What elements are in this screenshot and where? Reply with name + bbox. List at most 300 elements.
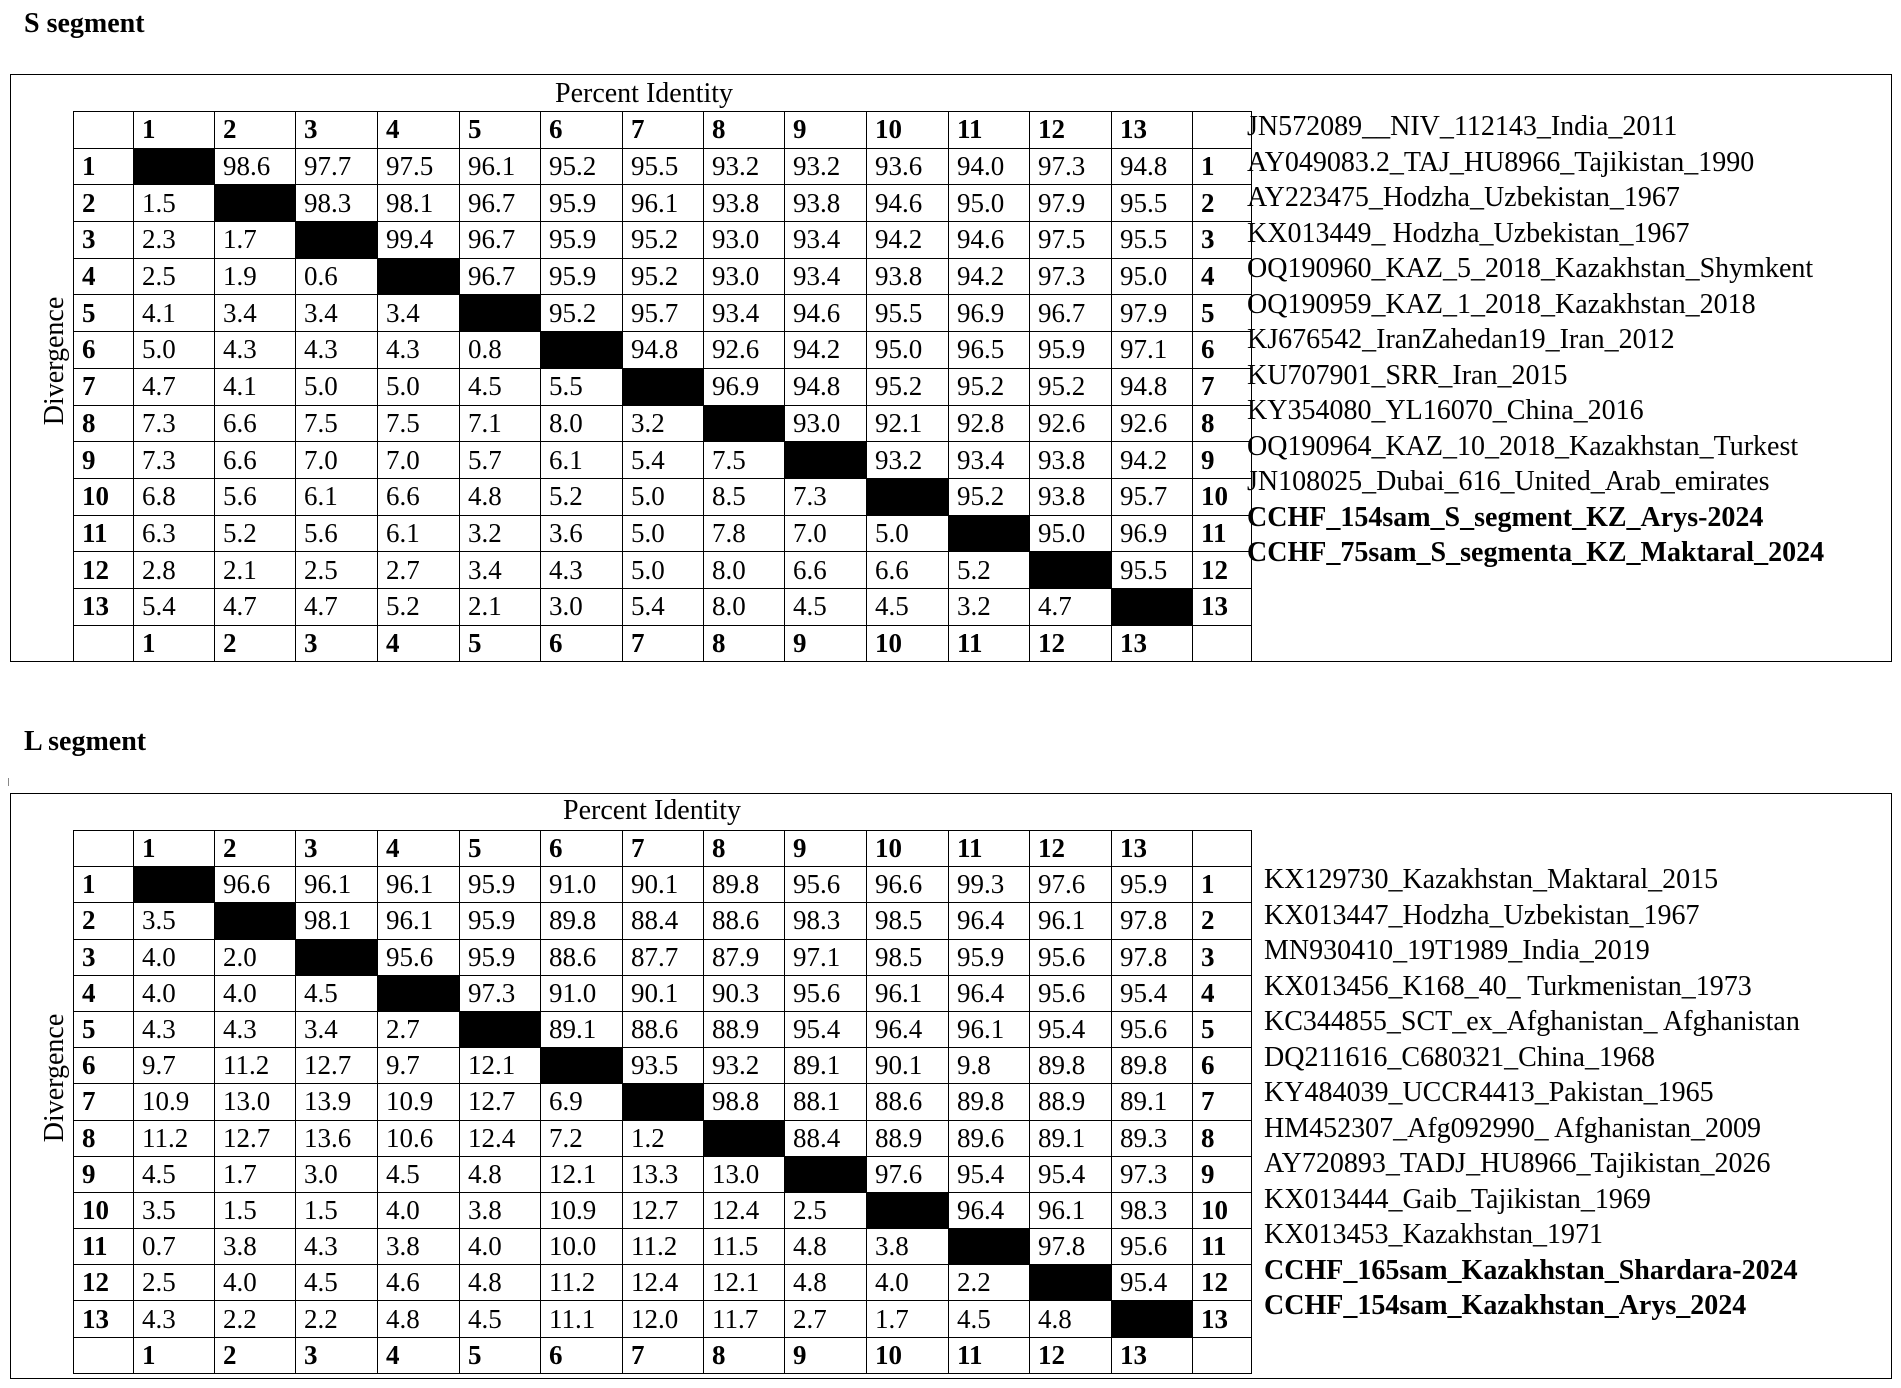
identity-cell: 96.7	[1030, 295, 1112, 332]
identity-cell: 93.2	[704, 148, 785, 185]
divergence-cell: 3.8	[215, 1229, 296, 1265]
matrix-row	[74, 1120, 1252, 1156]
identity-cell: 90.1	[623, 867, 704, 903]
matrix-row	[74, 442, 1252, 479]
row-index-right: 5	[1193, 295, 1252, 332]
divergence-cell: 12.4	[704, 1192, 785, 1228]
identity-cell: 93.4	[949, 442, 1030, 479]
row-index: 9	[74, 442, 134, 479]
divergence-cell: 4.8	[460, 1265, 541, 1301]
divergence-cell: 4.6	[378, 1265, 460, 1301]
sequence-label: JN572089__NIV_112143_India_2011	[1247, 111, 1678, 142]
column-index: 4	[378, 112, 460, 149]
matrix-row	[74, 1156, 1252, 1192]
column-index-bottom: 7	[623, 1337, 704, 1373]
divergence-cell: 4.0	[215, 975, 296, 1011]
divergence-cell: 10.9	[541, 1192, 623, 1228]
identity-cell: 95.4	[949, 1156, 1030, 1192]
identity-cell: 96.7	[460, 185, 541, 222]
matrix-row	[74, 148, 1252, 185]
identity-cell: 88.9	[1030, 1084, 1112, 1120]
column-index: 5	[460, 831, 541, 867]
sequence-label: AY223475_Hodzha_Uzbekistan_1967	[1247, 182, 1680, 213]
identity-cell: 93.5	[623, 1048, 704, 1084]
identity-cell: 94.8	[785, 368, 867, 405]
divergence-label: Divergence	[39, 296, 70, 426]
divergence-cell: 8.0	[704, 588, 785, 625]
row-index-right: 2	[1193, 185, 1252, 222]
identity-cell: 96.9	[949, 295, 1030, 332]
identity-cell: 96.4	[867, 1011, 949, 1047]
identity-cell: 92.1	[867, 405, 949, 442]
column-index: 9	[785, 112, 867, 149]
diagonal-cell	[867, 1192, 949, 1228]
identity-cell: 94.6	[867, 185, 949, 222]
identity-cell: 95.2	[949, 368, 1030, 405]
divergence-cell: 4.8	[1030, 1301, 1112, 1337]
divergence-cell: 3.2	[623, 405, 704, 442]
row-index-right: 12	[1193, 552, 1252, 589]
divergence-cell: 6.6	[378, 478, 460, 515]
l-segment-matrix	[73, 830, 1252, 1374]
corner-cell	[74, 625, 134, 662]
divergence-cell: 1.7	[215, 1156, 296, 1192]
sequence-label: HM452307_Afg092990_ Afghanistan_2009	[1264, 1112, 1761, 1144]
row-index: 4	[74, 975, 134, 1011]
identity-cell: 89.1	[1112, 1084, 1193, 1120]
sequence-label: KX013456_K168_40_ Turkmenistan_1973	[1264, 970, 1752, 1002]
divergence-cell: 6.3	[134, 515, 215, 552]
sequence-label: KX129730_Kazakhstan_Maktaral_2015	[1264, 864, 1719, 895]
column-index-bottom: 10	[867, 625, 949, 662]
divergence-cell: 13.6	[296, 1120, 378, 1156]
identity-cell: 95.5	[1112, 185, 1193, 222]
identity-cell: 89.1	[541, 1011, 623, 1047]
divergence-cell: 3.4	[460, 552, 541, 589]
identity-cell: 89.1	[785, 1048, 867, 1084]
column-index-bottom: 11	[949, 625, 1030, 662]
identity-cell: 95.2	[541, 148, 623, 185]
divergence-cell: 2.2	[296, 1301, 378, 1337]
divergence-cell: 5.5	[541, 368, 623, 405]
identity-cell: 95.0	[1030, 515, 1112, 552]
divergence-cell: 3.6	[541, 515, 623, 552]
identity-cell: 87.9	[704, 939, 785, 975]
divergence-cell: 0.6	[296, 258, 378, 295]
divergence-cell: 5.6	[296, 515, 378, 552]
diagonal-cell	[296, 222, 378, 259]
row-index-right: 8	[1193, 1120, 1252, 1156]
identity-cell: 95.9	[541, 258, 623, 295]
divergence-cell: 8.0	[704, 552, 785, 589]
row-index-right: 4	[1193, 258, 1252, 295]
divergence-cell: 4.7	[1030, 588, 1112, 625]
sequence-label: KX013444_Gaib_Tajikistan_1969	[1264, 1183, 1651, 1215]
divergence-cell: 4.5	[296, 1265, 378, 1301]
diagonal-cell	[378, 258, 460, 295]
column-index: 11	[949, 831, 1030, 867]
identity-cell: 97.7	[296, 148, 378, 185]
identity-cell: 95.4	[1112, 975, 1193, 1011]
sequence-label: CCHF_165sam_Kazakhstan_Shardara-2024	[1264, 1254, 1798, 1286]
divergence-cell: 2.7	[378, 1011, 460, 1047]
identity-cell: 92.8	[949, 405, 1030, 442]
divergence-cell: 13.0	[704, 1156, 785, 1192]
sequence-label: KX013453_Kazakhstan_1971	[1264, 1219, 1604, 1250]
matrix-row	[74, 1265, 1252, 1301]
diagonal-cell	[1030, 552, 1112, 589]
identity-cell: 99.3	[949, 867, 1030, 903]
divergence-cell: 4.5	[378, 1156, 460, 1192]
column-index-bottom: 1	[134, 625, 215, 662]
row-index-right: 11	[1193, 1229, 1252, 1265]
identity-cell: 94.6	[785, 295, 867, 332]
identity-cell: 98.8	[704, 1084, 785, 1120]
diagonal-cell	[1112, 588, 1193, 625]
row-index-right: 12	[1193, 1265, 1252, 1301]
divergence-cell: 13.3	[623, 1156, 704, 1192]
divergence-cell: 1.7	[215, 222, 296, 259]
corner-cell	[1193, 625, 1252, 662]
identity-cell: 95.2	[1030, 368, 1112, 405]
matrix-row	[74, 552, 1252, 589]
diagonal-cell	[134, 148, 215, 185]
identity-cell: 97.3	[1112, 1156, 1193, 1192]
divergence-cell: 4.1	[134, 295, 215, 332]
identity-cell: 95.4	[1030, 1011, 1112, 1047]
column-index-bottom: 11	[949, 1337, 1030, 1373]
divergence-cell: 7.8	[704, 515, 785, 552]
column-index-bottom: 6	[541, 1337, 623, 1373]
row-index-right: 3	[1193, 222, 1252, 259]
identity-cell: 95.9	[1112, 867, 1193, 903]
column-index: 8	[704, 831, 785, 867]
divergence-cell: 4.0	[460, 1229, 541, 1265]
identity-cell: 93.0	[704, 258, 785, 295]
divergence-cell: 4.7	[215, 588, 296, 625]
identity-cell: 88.6	[541, 939, 623, 975]
divergence-cell: 0.8	[460, 332, 541, 369]
identity-cell: 96.5	[949, 332, 1030, 369]
identity-cell: 97.9	[1112, 295, 1193, 332]
identity-cell: 91.0	[541, 975, 623, 1011]
divergence-cell: 5.2	[378, 588, 460, 625]
matrix-row	[74, 368, 1252, 405]
column-index: 13	[1112, 831, 1193, 867]
identity-cell: 94.2	[1112, 442, 1193, 479]
divergence-cell: 4.8	[460, 478, 541, 515]
row-index: 13	[74, 1301, 134, 1337]
identity-cell: 93.8	[704, 185, 785, 222]
identity-cell: 96.4	[949, 975, 1030, 1011]
diagonal-cell	[296, 939, 378, 975]
identity-cell: 88.4	[623, 903, 704, 939]
identity-cell: 95.5	[623, 148, 704, 185]
identity-cell: 96.1	[867, 975, 949, 1011]
matrix-row	[74, 975, 1252, 1011]
divergence-cell: 7.3	[785, 478, 867, 515]
identity-cell: 98.3	[1112, 1192, 1193, 1228]
l-segment-panel	[10, 793, 1892, 1379]
row-index: 12	[74, 552, 134, 589]
matrix-row	[74, 1192, 1252, 1228]
column-index: 6	[541, 112, 623, 149]
identity-cell: 95.2	[949, 478, 1030, 515]
identity-cell: 98.5	[867, 939, 949, 975]
row-index: 1	[74, 867, 134, 903]
row-index: 5	[74, 1011, 134, 1047]
divergence-cell: 3.0	[296, 1156, 378, 1192]
identity-cell: 89.1	[1030, 1120, 1112, 1156]
divergence-cell: 2.0	[215, 939, 296, 975]
identity-cell: 96.4	[949, 903, 1030, 939]
identity-cell: 95.5	[1112, 552, 1193, 589]
divergence-cell: 2.5	[134, 1265, 215, 1301]
divergence-cell: 12.0	[623, 1301, 704, 1337]
column-index-bottom: 13	[1112, 625, 1193, 662]
corner-cell	[1193, 1337, 1252, 1373]
identity-cell: 88.4	[785, 1120, 867, 1156]
column-index: 2	[215, 112, 296, 149]
corner-cell	[74, 1337, 134, 1373]
row-index: 1	[74, 148, 134, 185]
sequence-label: KJ676542_IranZahedan19_Iran_2012	[1247, 324, 1675, 355]
divergence-cell: 5.2	[949, 552, 1030, 589]
divergence-cell: 10.0	[541, 1229, 623, 1265]
divergence-cell: 4.5	[867, 588, 949, 625]
divergence-cell: 11.2	[623, 1229, 704, 1265]
identity-cell: 95.2	[623, 222, 704, 259]
sequence-label: KU707901_SRR_Iran_2015	[1247, 359, 1568, 391]
footer-row	[74, 625, 1252, 662]
divergence-cell: 7.0	[378, 442, 460, 479]
identity-cell: 94.8	[623, 332, 704, 369]
identity-cell: 93.8	[1030, 442, 1112, 479]
column-index: 4	[378, 831, 460, 867]
matrix-row	[74, 258, 1252, 295]
divergence-cell: 11.7	[704, 1301, 785, 1337]
row-index: 10	[74, 1192, 134, 1228]
divergence-cell: 2.5	[296, 552, 378, 589]
divergence-cell: 4.3	[134, 1011, 215, 1047]
divergence-cell: 11.2	[541, 1265, 623, 1301]
divergence-cell: 5.0	[867, 515, 949, 552]
matrix-row	[74, 1301, 1252, 1337]
column-index-bottom: 5	[460, 625, 541, 662]
divergence-cell: 4.5	[296, 975, 378, 1011]
identity-cell: 92.6	[1030, 405, 1112, 442]
identity-cell: 92.6	[704, 332, 785, 369]
identity-cell: 97.5	[1030, 222, 1112, 259]
column-index: 3	[296, 112, 378, 149]
identity-cell: 97.8	[1112, 903, 1193, 939]
column-index: 8	[704, 112, 785, 149]
column-index: 1	[134, 112, 215, 149]
divergence-cell: 11.2	[134, 1120, 215, 1156]
identity-cell: 95.4	[1030, 1156, 1112, 1192]
divergence-cell: 5.2	[541, 478, 623, 515]
identity-cell: 94.2	[867, 222, 949, 259]
divergence-cell: 4.3	[215, 332, 296, 369]
sequence-label: KX013447_Hodzha_Uzbekistan_1967	[1264, 899, 1700, 931]
identity-cell: 88.1	[785, 1084, 867, 1120]
divergence-cell: 4.8	[785, 1265, 867, 1301]
divergence-cell: 3.5	[134, 1192, 215, 1228]
identity-cell: 95.6	[1112, 1011, 1193, 1047]
column-index-bottom: 3	[296, 625, 378, 662]
row-index: 3	[74, 222, 134, 259]
identity-cell: 88.9	[704, 1011, 785, 1047]
column-index-bottom: 7	[623, 625, 704, 662]
row-index: 6	[74, 1048, 134, 1084]
divergence-cell: 6.1	[296, 478, 378, 515]
sequence-label: OQ190959_KAZ_1_2018_Kazakhstan_2018	[1247, 288, 1756, 320]
column-index-bottom: 12	[1030, 625, 1112, 662]
divergence-cell: 5.0	[134, 332, 215, 369]
identity-cell: 98.5	[867, 903, 949, 939]
column-index: 7	[623, 831, 704, 867]
identity-cell: 96.1	[949, 1011, 1030, 1047]
column-index-bottom: 9	[785, 1337, 867, 1373]
row-index: 8	[74, 1120, 134, 1156]
divergence-cell: 4.0	[134, 975, 215, 1011]
identity-cell: 89.8	[541, 903, 623, 939]
column-index: 13	[1112, 112, 1193, 149]
row-index-right: 5	[1193, 1011, 1252, 1047]
row-index-right: 2	[1193, 903, 1252, 939]
identity-cell: 98.1	[296, 903, 378, 939]
identity-cell: 89.8	[1112, 1048, 1193, 1084]
row-index: 3	[74, 939, 134, 975]
divergence-cell: 1.9	[215, 258, 296, 295]
identity-cell: 88.6	[623, 1011, 704, 1047]
identity-cell: 96.1	[378, 903, 460, 939]
identity-cell: 96.1	[460, 148, 541, 185]
divergence-cell: 1.5	[215, 1192, 296, 1228]
divergence-cell: 1.5	[296, 1192, 378, 1228]
divergence-cell: 12.1	[704, 1265, 785, 1301]
divergence-cell: 2.7	[785, 1301, 867, 1337]
identity-cell: 90.1	[867, 1048, 949, 1084]
row-index: 11	[74, 1229, 134, 1265]
divergence-cell: 9.7	[378, 1048, 460, 1084]
column-index: 9	[785, 831, 867, 867]
footer-row	[74, 1337, 1252, 1373]
row-index-right: 6	[1193, 332, 1252, 369]
s-segment-matrix	[73, 111, 1252, 662]
identity-cell: 99.4	[378, 222, 460, 259]
sequence-label: KY484039_UCCR4413_Pakistan_1965	[1264, 1077, 1714, 1108]
identity-cell: 95.0	[867, 332, 949, 369]
matrix-row	[74, 903, 1252, 939]
column-index-bottom: 2	[215, 625, 296, 662]
divergence-cell: 6.6	[215, 442, 296, 479]
divergence-cell: 4.7	[134, 368, 215, 405]
divergence-cell: 11.1	[541, 1301, 623, 1337]
identity-cell: 95.6	[378, 939, 460, 975]
column-index: 7	[623, 112, 704, 149]
row-index: 7	[74, 368, 134, 405]
sequence-label: CCHF_75sam_S_segmenta_KZ_Maktaral_2024	[1247, 537, 1825, 568]
divergence-cell: 13.0	[215, 1084, 296, 1120]
identity-cell: 95.9	[1030, 332, 1112, 369]
row-index-right: 7	[1193, 1084, 1252, 1120]
identity-cell: 98.3	[785, 903, 867, 939]
l-segment-sequence-list	[1264, 862, 1800, 1324]
divergence-cell: 3.4	[215, 295, 296, 332]
divergence-label: Divergence	[39, 1013, 70, 1143]
divergence-cell: 12.4	[623, 1265, 704, 1301]
identity-cell: 97.3	[1030, 258, 1112, 295]
identity-cell: 87.7	[623, 939, 704, 975]
divergence-cell: 3.4	[296, 1011, 378, 1047]
l-segment-title: L segment	[24, 726, 147, 757]
identity-cell: 93.4	[704, 295, 785, 332]
divergence-cell: 6.6	[785, 552, 867, 589]
divergence-cell: 0.7	[134, 1229, 215, 1265]
identity-cell: 93.2	[785, 148, 867, 185]
column-index-bottom: 4	[378, 625, 460, 662]
diagonal-cell	[378, 975, 460, 1011]
column-index-bottom: 5	[460, 1337, 541, 1373]
divergence-cell: 4.0	[215, 1265, 296, 1301]
column-index-bottom: 6	[541, 625, 623, 662]
divergence-cell: 1.5	[134, 185, 215, 222]
diagonal-cell	[1112, 1301, 1193, 1337]
diagonal-cell	[134, 867, 215, 903]
divergence-cell: 7.5	[296, 405, 378, 442]
divergence-cell: 4.3	[215, 1011, 296, 1047]
divergence-cell: 5.6	[215, 478, 296, 515]
divergence-cell: 12.7	[296, 1048, 378, 1084]
row-index-right: 9	[1193, 1156, 1252, 1192]
divergence-cell: 12.1	[460, 1048, 541, 1084]
matrix-row	[74, 1011, 1252, 1047]
column-index: 2	[215, 831, 296, 867]
divergence-cell: 12.4	[460, 1120, 541, 1156]
divergence-cell: 5.0	[623, 552, 704, 589]
matrix-row	[74, 185, 1252, 222]
divergence-cell: 8.0	[541, 405, 623, 442]
divergence-cell: 4.0	[378, 1192, 460, 1228]
identity-cell: 96.1	[1030, 903, 1112, 939]
divergence-cell: 4.0	[867, 1265, 949, 1301]
row-index: 5	[74, 295, 134, 332]
identity-cell: 98.1	[378, 185, 460, 222]
identity-cell: 93.0	[704, 222, 785, 259]
identity-cell: 88.9	[867, 1120, 949, 1156]
sequence-label: OQ190964_KAZ_10_2018_Kazakhstan_Turkest	[1247, 430, 1799, 462]
identity-cell: 89.3	[1112, 1120, 1193, 1156]
divergence-cell: 12.7	[215, 1120, 296, 1156]
s-segment-title: S segment	[24, 8, 145, 39]
identity-cell: 95.2	[867, 368, 949, 405]
row-index: 11	[74, 515, 134, 552]
identity-cell: 95.6	[785, 975, 867, 1011]
row-index-right: 11	[1193, 515, 1252, 552]
divergence-cell: 12.7	[623, 1192, 704, 1228]
sequence-label: CCHF_154sam_S_segment_KZ_Arys-2024	[1247, 501, 1764, 533]
divergence-cell: 5.0	[378, 368, 460, 405]
identity-cell: 95.2	[623, 258, 704, 295]
column-index: 6	[541, 831, 623, 867]
divergence-cell: 8.5	[704, 478, 785, 515]
divergence-cell: 9.7	[134, 1048, 215, 1084]
row-index-right: 8	[1193, 405, 1252, 442]
identity-cell: 97.8	[1030, 1229, 1112, 1265]
sequence-label: JN108025_Dubai_616_United_Arab_emirates	[1247, 466, 1770, 497]
divergence-cell: 2.2	[949, 1265, 1030, 1301]
